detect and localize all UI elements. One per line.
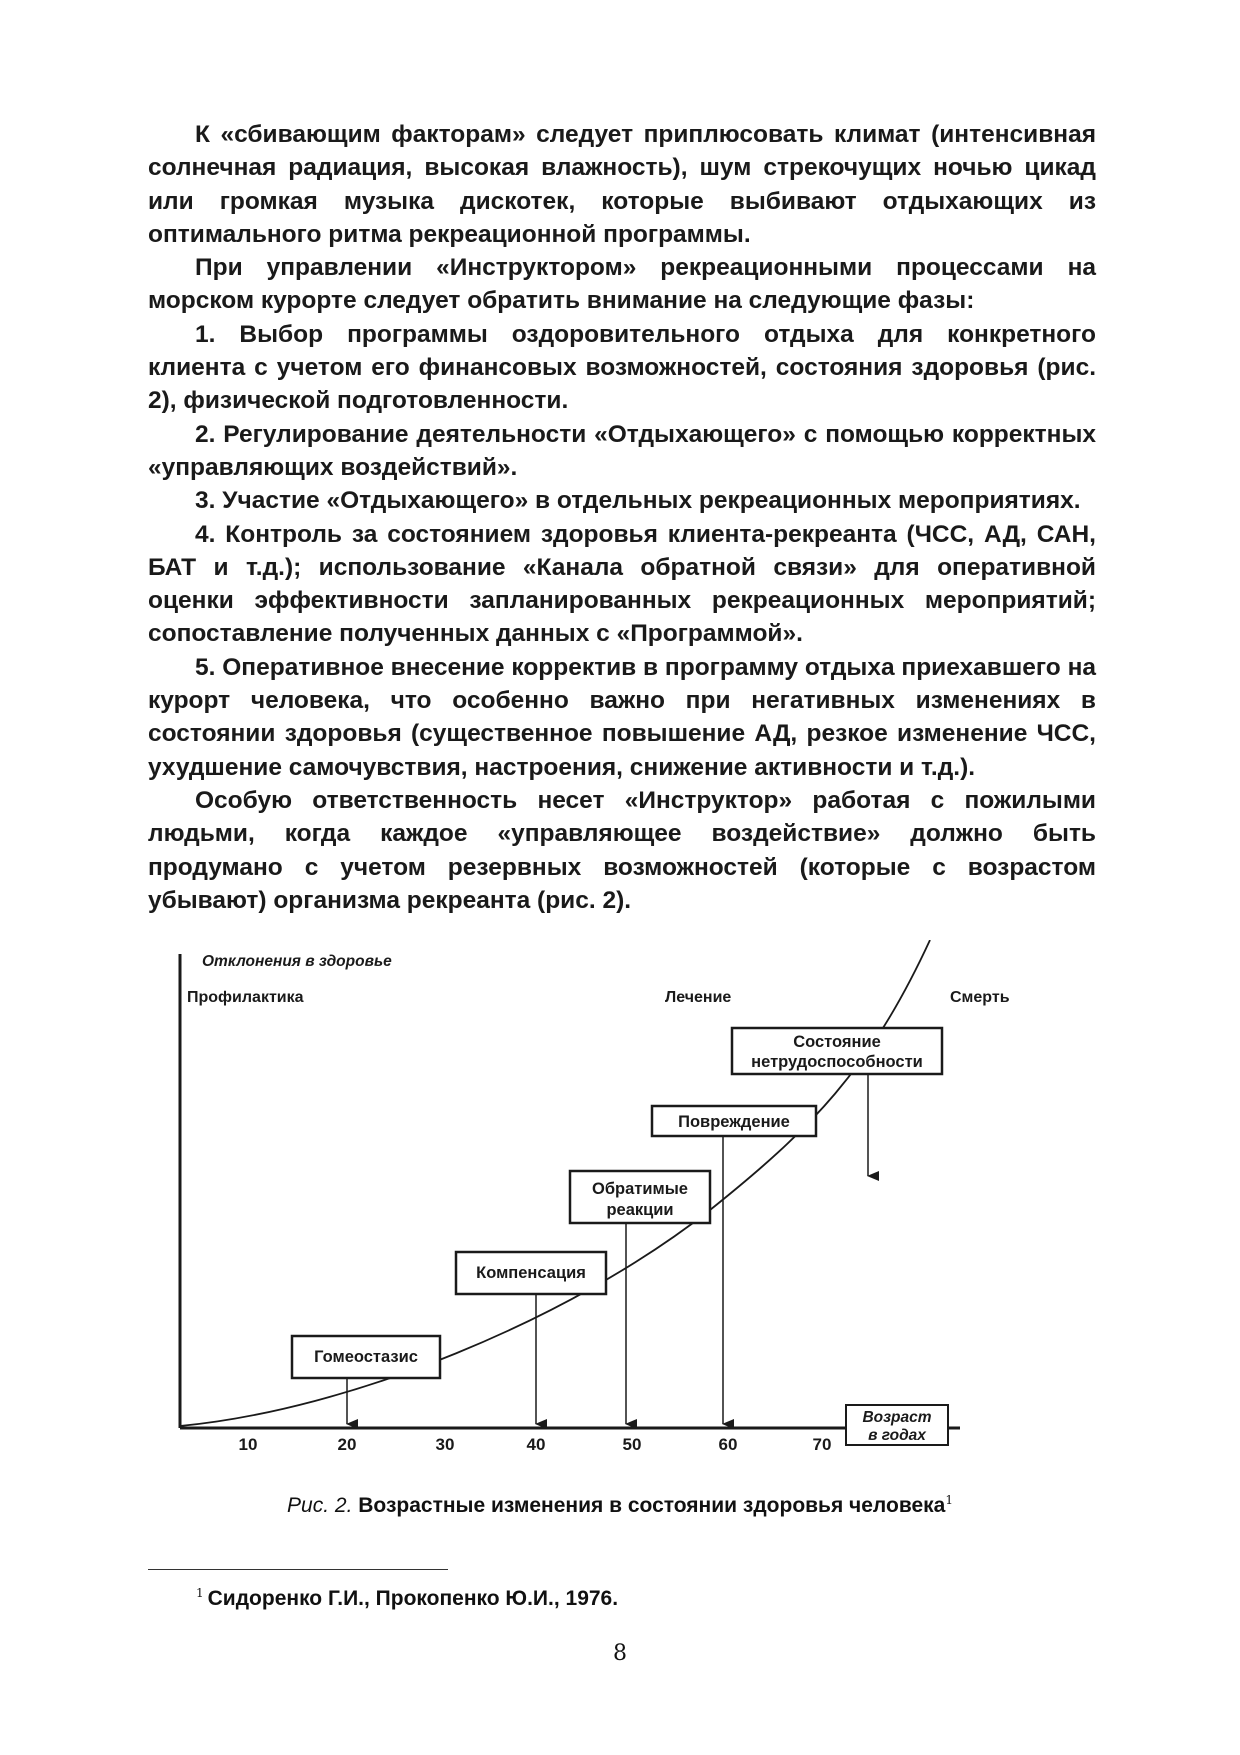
- paragraph: При управлении «Инструктором» рекреационными процессами на морском курорте следует обратить внимание на следующие фазы:: [148, 254, 1096, 315]
- x-tick-20: 20: [337, 1435, 357, 1450]
- figure-number: Рис. 2.: [287, 1494, 353, 1517]
- box-reversible-label-line1: Обратимые: [592, 1180, 688, 1198]
- box-reversible-reactions: [570, 1171, 710, 1223]
- x-axis-label-box: [846, 1405, 948, 1445]
- health-diagram: [150, 940, 1090, 1450]
- list-item: 1. Выбор программы оздоровительного отдыха для конкретного клиента с учетом его финансовых возможностей, состояния здоровья (рис. 2), физической подготовленности.: [148, 320, 1096, 415]
- x-tick-70: 70: [812, 1435, 832, 1450]
- footnote-divider: [148, 1569, 448, 1570]
- list-item: 3. Участие «Отдыхающего» в отдельных рекреационных мероприятиях.: [195, 487, 1081, 515]
- paragraph: К «сбивающим факторам» следует приплюсовать климат (интенсивная солнечная радиация, высокая влажность), шум стрекочущих ночью цикад или громкая музыка дискотек, которые выбивают отдыхающих из оптимального ритма рекреационной программы.: [148, 121, 1096, 248]
- footnote-text: Сидоренко Г.И., Прокопенко Ю.И., 1976.: [207, 1587, 619, 1610]
- x-tick-60: 60: [718, 1435, 738, 1450]
- box-compensation-label: Компенсация: [476, 1264, 586, 1282]
- list-item: 2. Регулирование деятельности «Отдыхающего» с помощью корректных «управляющих воздействий».: [148, 420, 1096, 481]
- zone-label-prophylaxis: Профилактика: [187, 989, 304, 1006]
- footnote: [196, 1586, 618, 1611]
- zone-label-death: Смерть: [950, 989, 1010, 1006]
- footnote-mark: 1: [196, 1586, 204, 1600]
- page-number: 8: [613, 1641, 627, 1666]
- box-compensation: [456, 1252, 606, 1294]
- x-tick-40: 40: [526, 1435, 546, 1450]
- figure-caption: [0, 1493, 1240, 1518]
- list-item: 4. Контроль за состоянием здоровья клиента-рекреанта (ЧСС, АД, САН, БАТ и т.д.); использование «Канала обратной связи» для оперативной оценки эффективности запланированных рекреационных мероприятий; сопоставление полученных данных с «Программой».: [148, 520, 1096, 648]
- list-item: 5. Оперативное внесение корректив в программу отдыха приехавшего на курорт человека, что особенно важно при негативных изменениях в состоянии здоровья (существенное повышение АД, резкое изменение ЧСС, ухудшение самочувствия, настроения, снижение активности и т.д.).: [148, 653, 1096, 781]
- figure-caption-text: Возрастные изменения в состоянии здоровья человека: [358, 1494, 946, 1517]
- x-axis-label-line1: Возраст: [862, 1409, 932, 1426]
- box-incapacity: [732, 1028, 942, 1074]
- x-tick-30: 30: [435, 1435, 455, 1450]
- caption-footnote-mark: 1: [945, 1493, 953, 1507]
- x-tick-10: 10: [238, 1435, 258, 1450]
- box-incapacity-label-line1: Состояние: [793, 1033, 881, 1051]
- box-damage: [652, 1106, 816, 1136]
- box-homeostasis: [292, 1336, 440, 1378]
- y-axis-label: Отклонения в здоровье: [202, 953, 392, 970]
- box-incapacity-label-line2: нетрудоспособности: [751, 1053, 923, 1071]
- box-damage-label: Повреждение: [678, 1113, 790, 1131]
- box-homeostasis-label: Гомеостазис: [314, 1348, 418, 1366]
- x-axis-label-line2: в годах: [868, 1427, 926, 1444]
- diagram-canvas: [150, 940, 1090, 1450]
- box-reversible-label-line2: реакции: [606, 1201, 674, 1219]
- body-text: [148, 118, 1096, 917]
- x-tick-50: 50: [622, 1435, 642, 1450]
- paragraph: Особую ответственность несет «Инструктор» работая с пожилыми людьми, когда каждое «управляющее воздействие» должно быть продумано с учетом резервных возможностей (которые с возрастом убывают) организма рекреанта (рис. 2).: [148, 786, 1096, 914]
- zone-label-treatment: Лечение: [665, 989, 732, 1006]
